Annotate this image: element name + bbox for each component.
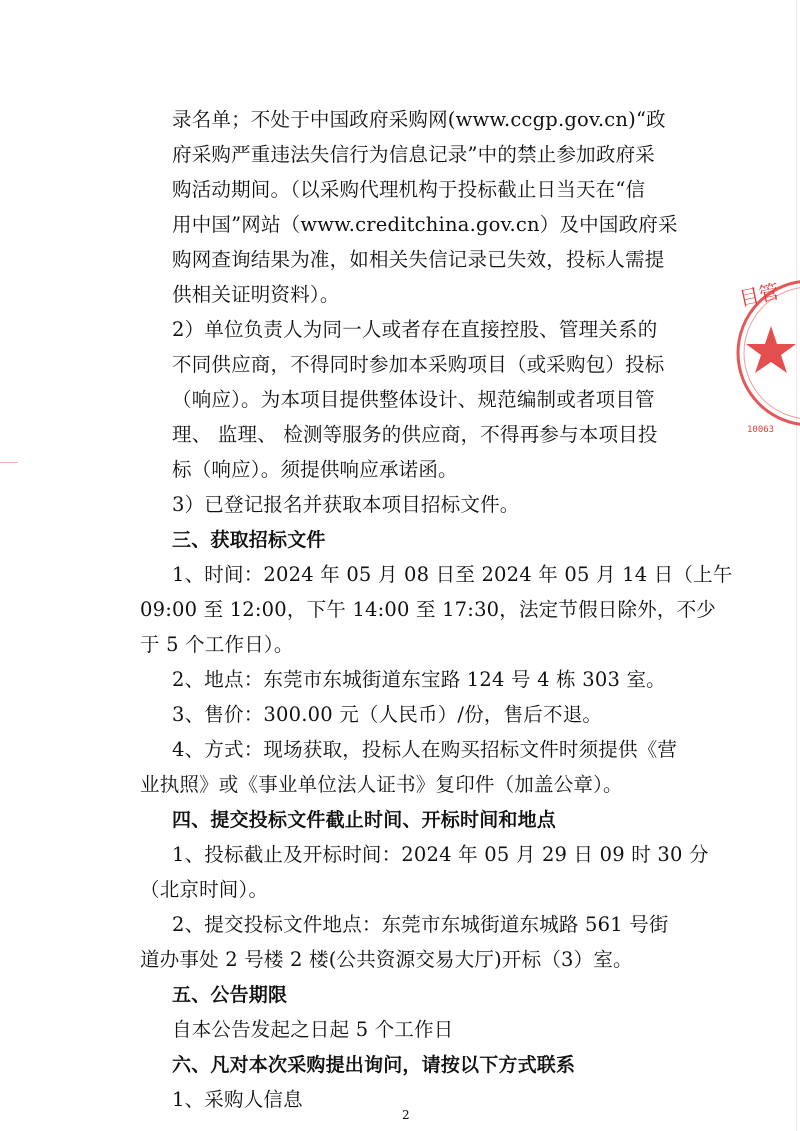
section-heading: 三、获取招标文件: [172, 529, 326, 551]
text-line: 3、售价：300.00 元（人民币）/份，售后不退。: [172, 703, 603, 726]
section-heading: 五、公告期限: [172, 984, 288, 1006]
text-line: 标（响应）。须提供响应承诺函。: [172, 458, 458, 481]
text-line: 1、投标截止及开标时间：2024 年 05 月 29 日 09 时 30 分: [172, 843, 709, 866]
text-line: 自本公告发起之日起 5 个工作日: [172, 1018, 454, 1041]
binding-mark: [0, 462, 18, 463]
text-line: 购网查询结果为准，如相关失信记录已失效，投标人需提: [172, 248, 665, 271]
text-line: 1、时间：2024 年 05 月 08 日至 2024 年 05 月 14 日（上午: [172, 563, 733, 586]
star-icon: [746, 326, 796, 373]
text-line: 09:00 至 12:00，下午 14:00 至 17:30，法定节假日除外，不少: [140, 598, 716, 621]
text-line: 府采购严重违法失信行为信息记录”中的禁止参加政府采: [172, 143, 655, 166]
text-line: 录名单；不处于中国政府采购网(www.ccgp.gov.cn)“政: [172, 108, 666, 131]
text-line: 4、方式：现场获取，投标人在购买招标文件时须提供《营: [172, 738, 678, 761]
text-line: 2）单位负责人为同一人或者存在直接控股、管理关系的: [172, 318, 658, 341]
section-heading: 四、提交投标文件截止时间、开标时间和地点: [172, 809, 557, 831]
text-line: 2、提交投标文件地点：东莞市东城街道东城路 561 号街: [172, 913, 669, 936]
text-line: 不同供应商，不得同时参加本采购项目（或采购包）投标: [172, 353, 665, 376]
text-line: 于 5 个工作日）。: [140, 633, 294, 656]
text-line: （北京时间）。: [140, 878, 269, 901]
text-line: 2、地点：东莞市东城街道东宝路 124 号 4 栋 303 室。: [172, 668, 666, 691]
seal-text: 目管: [737, 279, 782, 311]
text-line: （响应）。为本项目提供整体设计、规范编制或者项目管: [172, 388, 655, 411]
text-line: 理、 监理、 检测等服务的供应商，不得再参与本项目投: [172, 423, 658, 446]
seal-serial: 10063: [747, 425, 775, 435]
text-line: 3）已登记报名并获取本项目招标文件。: [172, 493, 520, 516]
text-line: 购活动期间。（以采购代理机构于投标截止日当天在“信: [172, 178, 646, 201]
text-line: 1、采购人信息: [172, 1088, 303, 1111]
text-line: 道办事处 2 号楼 2 楼(公共资源交易大厅)开标（3）室。: [140, 948, 633, 971]
text-line: 业执照》或《事业单位法人证书》复印件（加盖公章）。: [140, 773, 623, 796]
text-line: 供相关证明资料）。: [172, 283, 340, 306]
official-seal: [735, 268, 800, 438]
page-number: 2: [402, 1108, 410, 1122]
text-line: 用中国”网站（www.creditchina.gov.cn）及中国政府采: [172, 213, 678, 236]
page-edge-line: [796, 0, 797, 1131]
section-heading: 六、凡对本次采购提出询问，请按以下方式联系: [172, 1054, 576, 1076]
